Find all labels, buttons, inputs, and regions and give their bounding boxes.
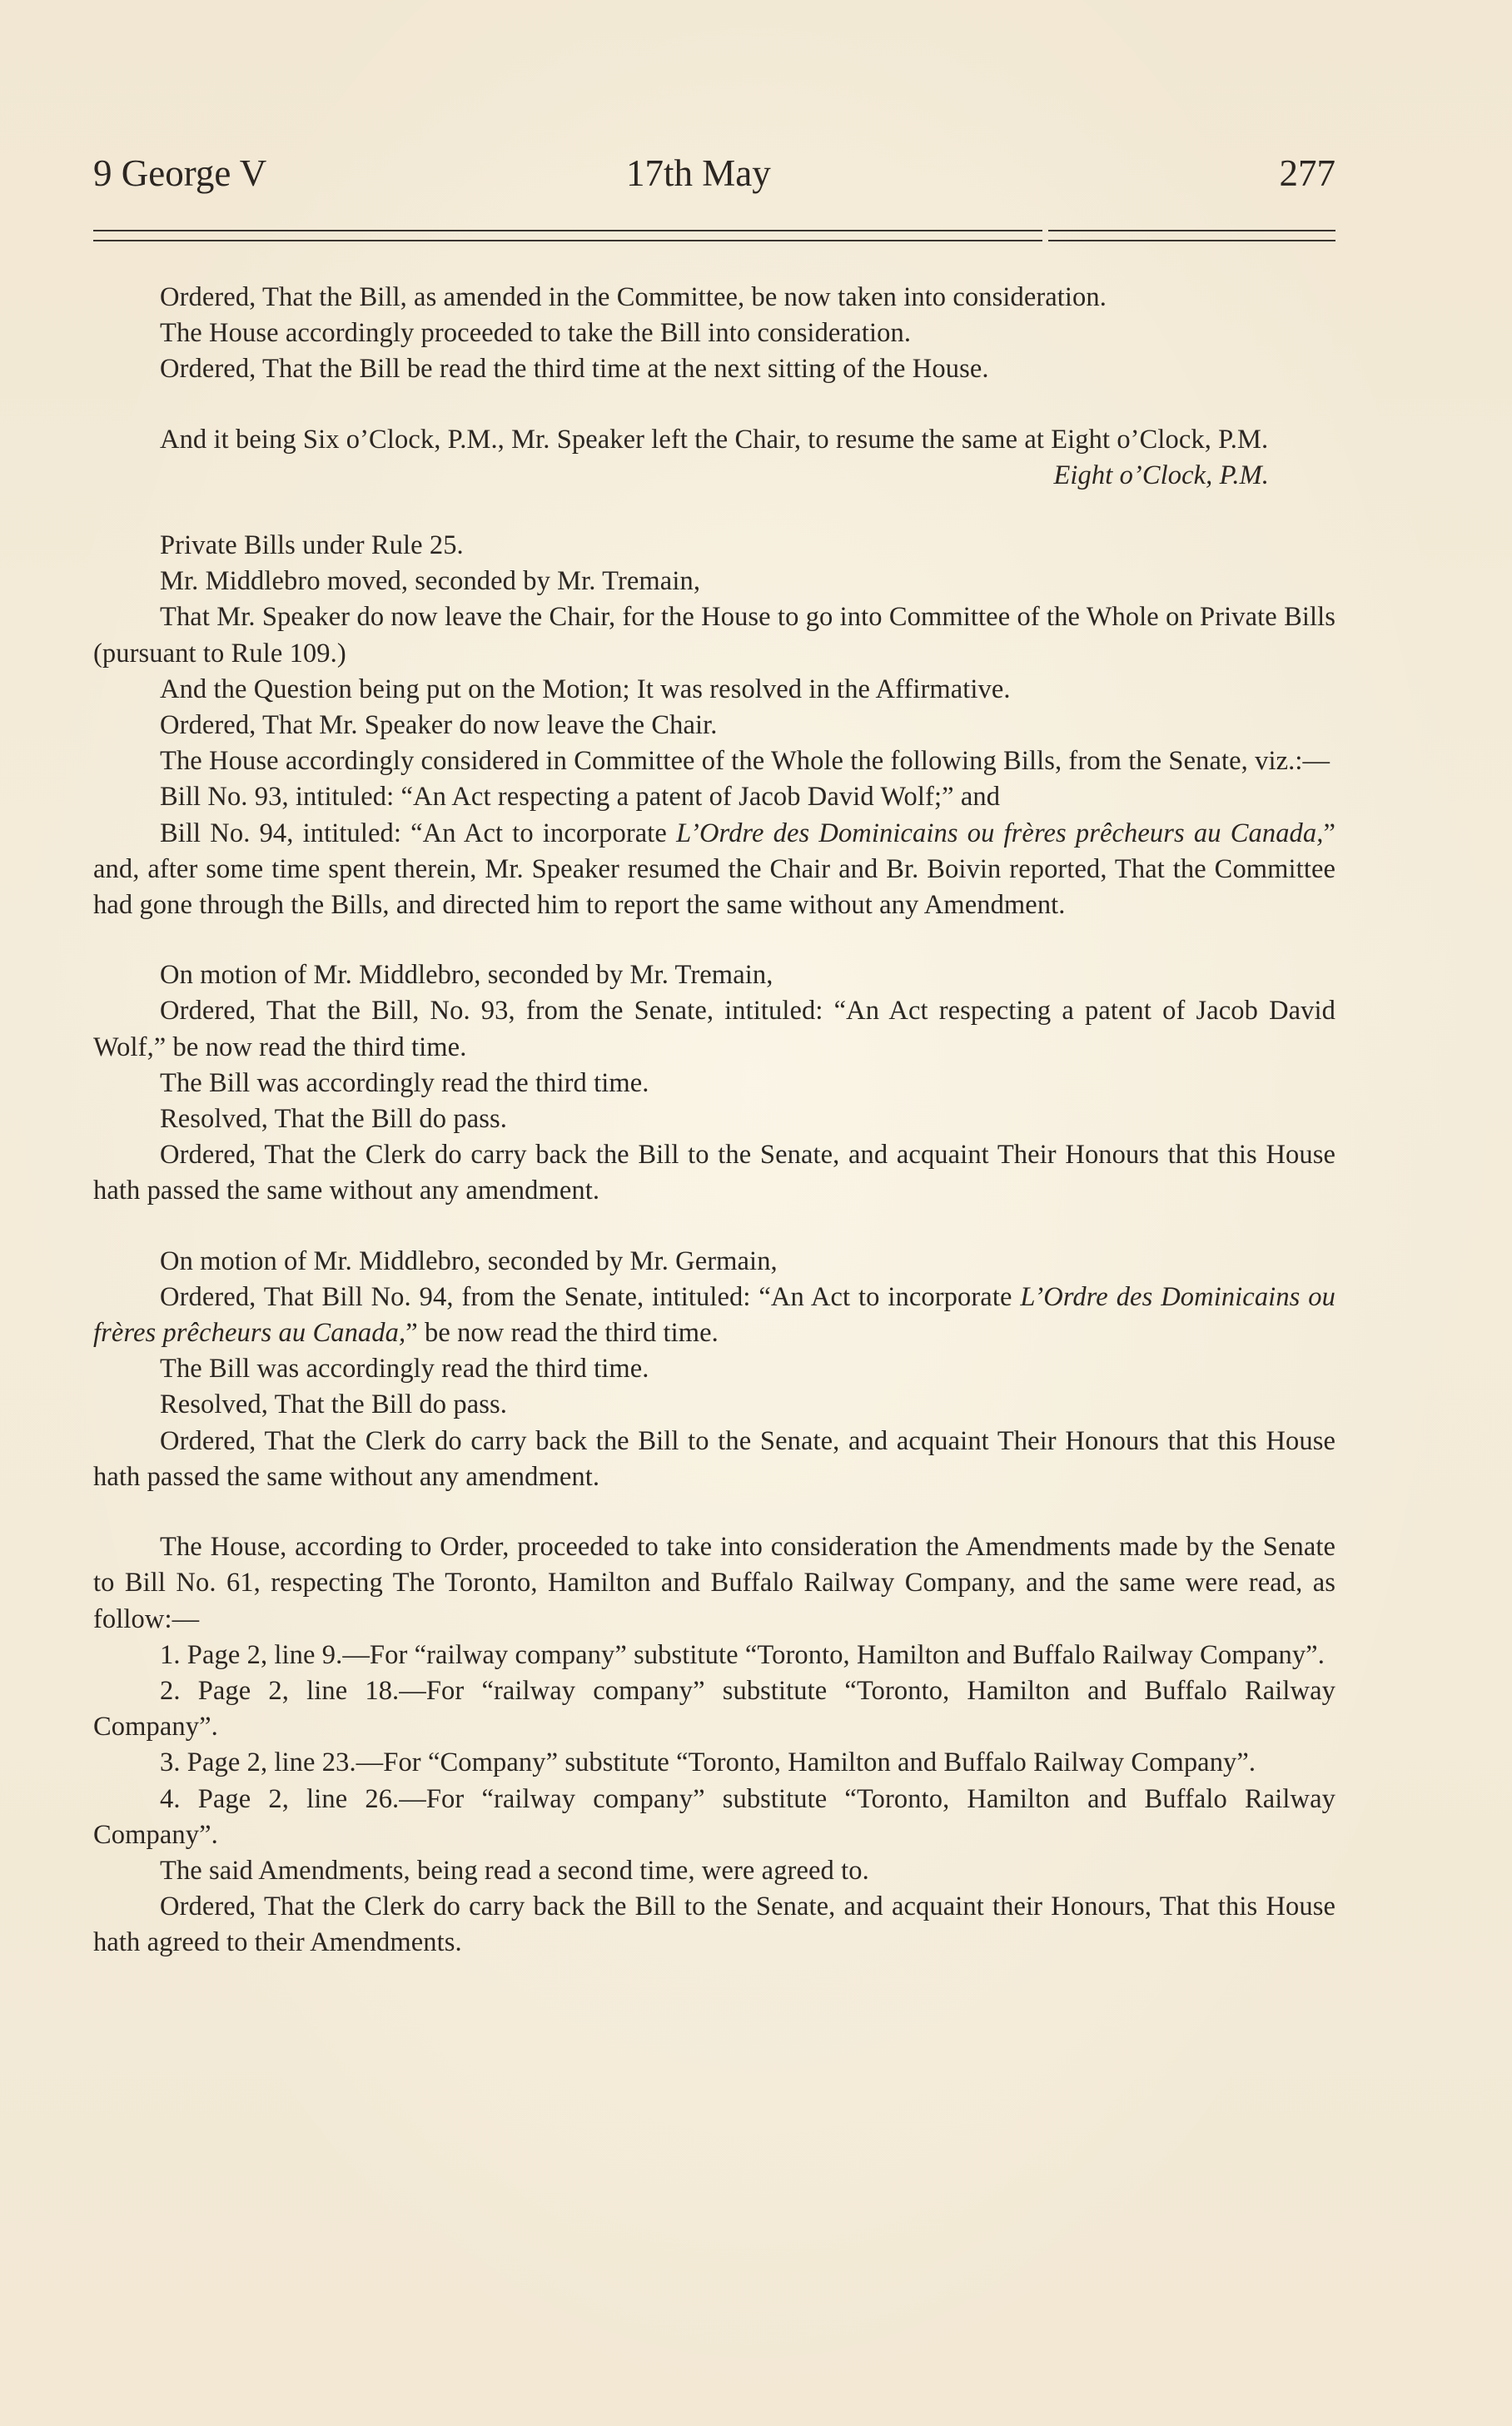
paragraph-gap — [93, 494, 1335, 528]
page-header — [93, 148, 1335, 198]
paragraph: Ordered, That the Clerk do carry back the Bill to the Senate, and acquaint their Honours, That this House hath agreed to their Amendments. — [93, 1892, 1335, 1958]
header-page-number: 277 — [1279, 152, 1335, 194]
paragraph: On motion of Mr. Middlebro, seconded by Mr. Germain, — [160, 1245, 778, 1276]
paragraph: The House accordingly proceeded to take the Bill into consideration. — [160, 318, 912, 349]
paragraph: The said Amendments, being read a second time, were agreed to. — [160, 1855, 869, 1886]
text-segment: ” be now read the third time. — [405, 1318, 719, 1349]
italic-title: L’Ordre des Dominicains ou frères prêcheurs au Canada, — [93, 1281, 1336, 1349]
paragraph: Ordered, That the Clerk do carry back the Bill to the Senate, and acquaint Their Honours that this House hath passed the same without any amendment. — [93, 1425, 1335, 1492]
text-segment: Ordered, That Bill No. 94, from the Senate, intituled: “An Act to incorporate — [160, 1281, 1021, 1312]
paragraph: The House accordingly considered in Committee of the Whole the following Bills, from the Senate, viz.:— — [160, 746, 1330, 777]
paragraph-gap — [93, 923, 1335, 957]
paragraph: Ordered, That Mr. Speaker do now leave the Chair. — [160, 710, 718, 741]
paragraph: Ordered, That the Bill, as amended in the Committee, be now taken into consideration. — [160, 282, 1107, 312]
time-heading: Eight o’Clock, P.M. — [1053, 460, 1269, 490]
paragraph: The Bill was accordingly read the third time. — [160, 1067, 649, 1098]
paragraph: And the Question being put on the Motion; It was resolved in the Affirmative. — [160, 674, 1011, 704]
paragraph: And it being Six o’Clock, P.M., Mr. Speaker left the Chair, to resume the same at Eight o’Clock, P.M. — [160, 424, 1269, 455]
header-rule-bottom — [93, 240, 1335, 241]
amendment-item: 1. Page 2, line 9.—For “railway company” substitute “Toronto, Hamilton and Buffalo Railway Company”. — [160, 1639, 1325, 1670]
paragraph: Mr. Middlebro moved, seconded by Mr. Tremain, — [160, 566, 701, 597]
paragraph — [93, 816, 1335, 924]
text-segment: ” and, after some time spent therein, Mr. Speaker resumed the Chair and Br. Boivin reported, That the Committee had gone through the Bills, and directed him to report the same without any Amendment. — [93, 818, 1336, 921]
paragraph: That Mr. Speaker do now leave the Chair, for the House to go into Committee of the Whole on Private Bills (pursuant to Rule 109.) — [93, 602, 1335, 669]
header-rule-top — [93, 230, 1335, 231]
paragraph: Resolved, That the Bill do pass. — [160, 1104, 507, 1135]
paragraph: Private Bills under Rule 25. — [160, 530, 464, 561]
paragraph: Ordered, That the Bill, No. 93, from the Senate, intituled: “An Act respecting a patent of Jacob David Wolf,” be now read the third time. — [93, 996, 1335, 1062]
text-segment: Bill No. 94, intituled: “An Act to incorporate — [160, 818, 677, 848]
journal-body — [93, 280, 1335, 1961]
paragraph: Resolved, That the Bill do pass. — [160, 1389, 507, 1420]
amendment-item: 2. Page 2, line 18.—For “railway company” substitute “Toronto, Hamilton and Buffalo Railway Company”. — [93, 1675, 1335, 1742]
header-rule-break — [1042, 225, 1048, 246]
amendment-item: 3. Page 2, line 23.—For “Company” substitute “Toronto, Hamilton and Buffalo Railway Company”. — [160, 1747, 1256, 1778]
paragraph-gap — [93, 1210, 1335, 1244]
amendment-item: 4. Page 2, line 26.—For “railway company” substitute “Toronto, Hamilton and Buffalo Railway Company”. — [93, 1783, 1335, 1850]
paragraph: Ordered, That the Clerk do carry back the Bill to the Senate, and acquaint Their Honours that this House hath passed the same without any amendment. — [93, 1140, 1335, 1206]
paragraph: Ordered, That the Bill be read the third time at the next sitting of the House. — [160, 354, 989, 385]
paragraph: The House, according to Order, proceeded to take into consideration the Amendments made by the Senate to Bill No. 61, respecting The Toronto, Hamilton and Buffalo Railway Company, and the same were read, as follow:— — [93, 1532, 1335, 1634]
header-date: 17th May — [626, 152, 771, 194]
paragraph-gap — [93, 1495, 1335, 1529]
paragraph: The Bill was accordingly read the third time. — [160, 1354, 649, 1385]
paragraph — [93, 1280, 1335, 1351]
paragraph-gap — [93, 388, 1335, 422]
header-regnal-year: 9 George V — [93, 152, 267, 194]
italic-title: L’Ordre des Dominicains ou frères prêcheurs au Canada, — [676, 818, 1324, 848]
paragraph: Bill No. 93, intituled: “An Act respecting a patent of Jacob David Wolf;” and — [160, 782, 1001, 813]
paragraph: On motion of Mr. Middlebro, seconded by Mr. Tremain, — [160, 960, 773, 991]
